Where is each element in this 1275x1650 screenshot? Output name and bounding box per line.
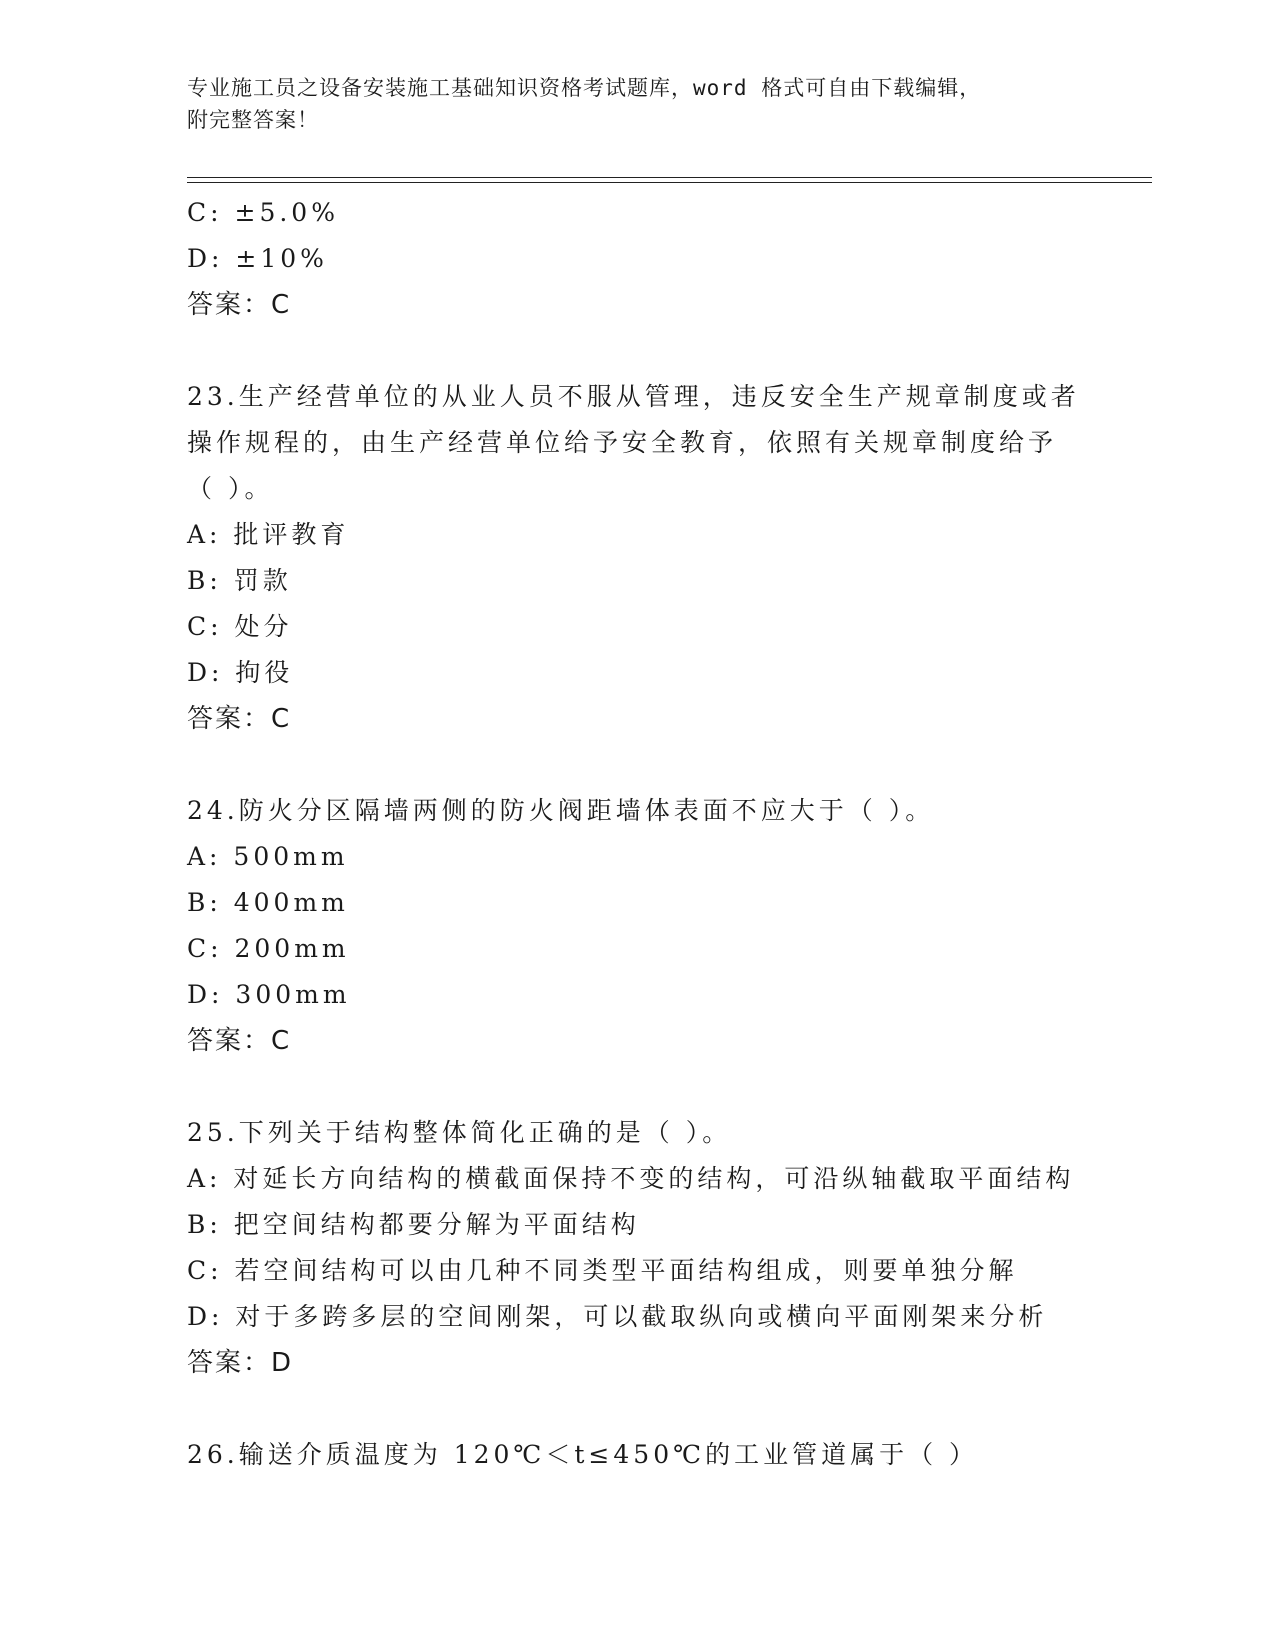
answer-label: 答案：D	[187, 1348, 294, 1378]
option-c: C: 若空间结构可以由几种不同类型平面结构组成，则要单独分解	[187, 1256, 1018, 1285]
answer-label: 答案：C	[187, 290, 292, 320]
option-b: B: 罚款	[187, 566, 292, 595]
answer-label: 答案：C	[187, 704, 292, 734]
header-divider-bottom	[187, 182, 1152, 183]
page-header	[187, 72, 1067, 136]
header-line-1: 专业施工员之设备安装施工基础知识资格考试题库，word 格式可自由下载编辑，	[187, 76, 982, 100]
option-d: D: 对于多跨多层的空间刚架，可以截取纵向或横向平面刚架来分析	[187, 1302, 1048, 1331]
answer-label: 答案：C	[187, 1026, 292, 1056]
question-stem: 25.下列关于结构整体简化正确的是（ ）。	[187, 1118, 732, 1147]
header-divider-top	[187, 177, 1152, 178]
option-b: B: 把空间结构都要分解为平面结构	[187, 1210, 640, 1239]
option-a: A: 500mm	[187, 842, 349, 871]
option-a: A: 对延长方向结构的横截面保持不变的结构，可沿纵轴截取平面结构	[187, 1164, 1075, 1193]
option-c: C: 处分	[187, 612, 293, 641]
option-a: A: 批评教育	[187, 520, 350, 549]
question-list	[187, 190, 1087, 1478]
question-stem: 操作规程的，由生产经营单位给予安全教育，依照有关规章制度给予	[187, 428, 1058, 457]
option-c: C: ±5.0%	[187, 198, 339, 227]
option-d: D: 300mm	[187, 980, 351, 1009]
option-c: C: 200mm	[187, 934, 350, 963]
option-b: B: 400mm	[187, 888, 349, 917]
option-d: D: 拘役	[187, 658, 294, 687]
question-stem: （ ）。	[187, 474, 274, 503]
header-line-2: 附完整答案！	[187, 108, 319, 132]
question-stem: 26.输送介质温度为 120℃＜t≤450℃的工业管道属于（ ）	[187, 1440, 979, 1469]
option-d: D: ±10%	[187, 244, 328, 273]
question-stem: 24.防火分区隔墙两侧的防火阀距墙体表面不应大于（ ）。	[187, 796, 935, 825]
question-stem: 23.生产经营单位的从业人员不服从管理，违反安全生产规章制度或者	[187, 382, 1080, 411]
